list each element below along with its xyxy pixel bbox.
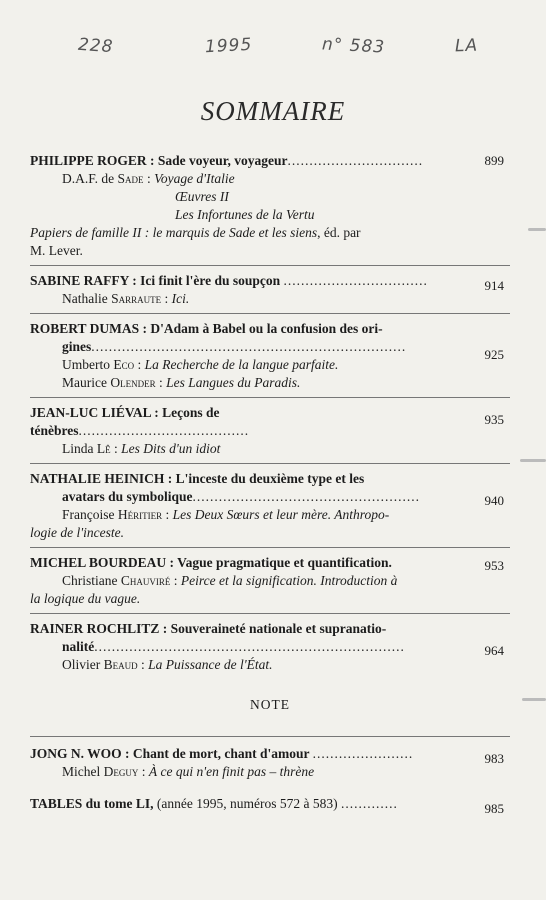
page-number: 985 bbox=[484, 801, 504, 816]
leader-dots: .................................................... bbox=[192, 489, 421, 504]
entry-author: JEAN-LUC LIÉVAL : bbox=[30, 405, 159, 420]
toc-entry bbox=[30, 745, 510, 781]
work-author-surname: Sade bbox=[117, 171, 144, 186]
entry-title: Sade voyeur, voyageur bbox=[157, 153, 288, 168]
work-author-surname: Beaud bbox=[103, 657, 138, 672]
reviewed-work bbox=[30, 374, 440, 392]
leader-dots: ....................... bbox=[312, 746, 414, 761]
entry-title: L'inceste du deuxième type et les bbox=[175, 471, 365, 486]
entry-title: Leçons de ténèbres bbox=[30, 405, 220, 438]
reviewed-work bbox=[30, 224, 440, 242]
entry-author: SABINE RAFFY : bbox=[30, 273, 137, 288]
table-of-contents bbox=[30, 152, 510, 816]
work-title-continued: la logique du vague. bbox=[30, 591, 141, 606]
toc-entry bbox=[30, 320, 510, 392]
entry-heading-continued bbox=[30, 488, 440, 506]
editor-note: , éd. par bbox=[317, 225, 361, 240]
separator: : bbox=[137, 657, 149, 672]
entry-title: Ici finit l'ère du soupçon bbox=[140, 273, 281, 288]
reviewed-work bbox=[30, 290, 440, 308]
entry-heading-continued bbox=[30, 338, 440, 356]
entry-heading bbox=[30, 320, 440, 338]
leader-dots: ........................................................................ bbox=[91, 339, 407, 354]
handwritten-note: 1995 bbox=[204, 34, 253, 58]
divider bbox=[30, 613, 510, 614]
work-title: Voyage d'Italie bbox=[154, 171, 235, 186]
work-title: Ici. bbox=[171, 291, 190, 306]
reviewed-work bbox=[30, 656, 440, 674]
section-heading-note: NOTE bbox=[250, 697, 290, 712]
entry-heading bbox=[30, 470, 440, 488]
entry-heading bbox=[30, 745, 504, 766]
work-author: Michel bbox=[62, 764, 104, 779]
separator: : bbox=[162, 507, 173, 522]
leader-dots: ....................................................................... bbox=[94, 639, 405, 654]
leader-dots: ............. bbox=[340, 796, 398, 811]
work-author: Christiane bbox=[62, 573, 121, 588]
handwritten-note: n° 583 bbox=[321, 34, 386, 58]
work-title: La Puissance de l'État. bbox=[148, 657, 273, 672]
divider bbox=[30, 736, 510, 737]
separator: : bbox=[134, 357, 145, 372]
work-title-continued: logie de l'inceste. bbox=[30, 525, 124, 540]
toc-entry bbox=[30, 404, 510, 458]
work-title: Œuvres II bbox=[175, 189, 229, 204]
divider bbox=[30, 397, 510, 398]
work-author-surname: Lê bbox=[96, 441, 111, 456]
entry-author: NATHALIE HEINICH : bbox=[30, 471, 173, 486]
work-title: À ce qui n'en finit pas – thrène bbox=[148, 764, 315, 779]
page-number: 940 bbox=[484, 493, 504, 508]
separator: : bbox=[138, 764, 149, 779]
toc-entry bbox=[30, 470, 510, 542]
entry-heading bbox=[30, 795, 504, 816]
leader-dots: ................................. bbox=[283, 273, 428, 288]
separator: : bbox=[143, 171, 155, 186]
reviewed-work bbox=[30, 356, 440, 374]
page-number: 983 bbox=[484, 751, 504, 766]
work-title: Les Langues du Paradis. bbox=[166, 375, 301, 390]
editor-note: M. Lever. bbox=[30, 243, 83, 258]
work-author-surname: Héritier bbox=[117, 507, 163, 522]
page-number: 953 bbox=[484, 558, 504, 573]
scan-mark bbox=[522, 698, 546, 701]
toc-entry bbox=[30, 152, 510, 260]
reviewed-work bbox=[30, 506, 440, 524]
work-author-surname: Eco bbox=[113, 357, 135, 372]
page-number: 914 bbox=[484, 278, 504, 293]
page-title: SOMMAIRE bbox=[200, 96, 346, 126]
divider bbox=[30, 547, 510, 548]
entry-title: Souveraineté nationale et supranatio- bbox=[170, 621, 387, 636]
reviewed-work bbox=[30, 763, 440, 781]
entry-title: D'Adam à Babel ou la confusion des ori- bbox=[150, 321, 383, 336]
work-title: Papiers de famille II : le marquis de Sade et les siens bbox=[30, 225, 318, 240]
work-author-surname: Deguy bbox=[103, 764, 139, 779]
work-title: Peirce et la signification. Introduction à bbox=[180, 573, 398, 588]
handwritten-note: 228 bbox=[77, 34, 115, 58]
work-author: Linda bbox=[62, 441, 97, 456]
entry-author: JONG N. WOO : bbox=[30, 746, 130, 761]
entry-title: Chant de mort, chant d'amour bbox=[132, 746, 310, 761]
work-author-surname: Olender bbox=[110, 375, 156, 390]
leader-dots: ............................... bbox=[287, 153, 424, 168]
entry-author: TABLES du tome LI, bbox=[30, 796, 154, 811]
entry-author: RAINER ROCHLITZ : bbox=[30, 621, 168, 636]
divider bbox=[30, 265, 510, 266]
entry-title: (année 1995, numéros 572 à 583) bbox=[153, 796, 338, 811]
leader-dots: ....................................... bbox=[78, 423, 250, 438]
handwritten-note: LA bbox=[454, 35, 479, 57]
entry-author: MICHEL BOURDEAU : bbox=[30, 555, 175, 570]
entry-title: avatars du symbolique bbox=[62, 489, 193, 504]
toc-entry bbox=[30, 620, 510, 674]
work-author: Olivier bbox=[62, 657, 104, 672]
entry-author: PHILIPPE ROGER : bbox=[30, 153, 155, 168]
work-author: Umberto bbox=[62, 357, 114, 372]
page-number: 935 bbox=[484, 412, 504, 427]
separator: : bbox=[170, 573, 181, 588]
separator: : bbox=[155, 375, 167, 390]
work-title: Les Deux Sœurs et leur mère. Anthropo- bbox=[172, 507, 390, 522]
scan-mark bbox=[528, 228, 546, 231]
work-author: D.A.F. de bbox=[62, 171, 118, 186]
scan-mark bbox=[520, 459, 546, 462]
work-author: Françoise bbox=[62, 507, 118, 522]
entry-heading bbox=[30, 152, 504, 170]
work-title: Les Infortunes de la Vertu bbox=[175, 207, 315, 222]
toc-entry bbox=[30, 272, 510, 308]
work-title: La Recherche de la langue parfaite. bbox=[144, 357, 339, 372]
reviewed-work bbox=[30, 170, 440, 188]
entry-heading bbox=[30, 554, 504, 573]
separator: : bbox=[161, 291, 172, 306]
page-number: 899 bbox=[484, 153, 504, 168]
entry-title: gines bbox=[62, 339, 92, 354]
entry-heading-continued bbox=[30, 638, 440, 656]
separator: : bbox=[110, 441, 122, 456]
divider bbox=[30, 313, 510, 314]
reviewed-work bbox=[30, 572, 440, 590]
page-number: 964 bbox=[484, 643, 504, 658]
entry-title: nalité bbox=[62, 639, 95, 654]
work-title: Les Dits d'un idiot bbox=[121, 441, 221, 456]
reviewed-work bbox=[30, 440, 440, 458]
divider bbox=[30, 463, 510, 464]
entry-title: Vague pragmatique et quantification. bbox=[177, 555, 392, 570]
entry-heading bbox=[30, 620, 440, 638]
work-author: Nathalie bbox=[62, 291, 112, 306]
work-author-surname: Chauviré bbox=[120, 573, 171, 588]
page-number: 925 bbox=[484, 347, 504, 362]
entry-heading bbox=[30, 404, 504, 440]
entry-author: ROBERT DUMAS : bbox=[30, 321, 148, 336]
work-author: Maurice bbox=[62, 375, 111, 390]
toc-entry bbox=[30, 795, 510, 816]
toc-entry bbox=[30, 554, 510, 608]
work-author-surname: Sarraute bbox=[111, 291, 162, 306]
entry-heading bbox=[30, 272, 504, 293]
